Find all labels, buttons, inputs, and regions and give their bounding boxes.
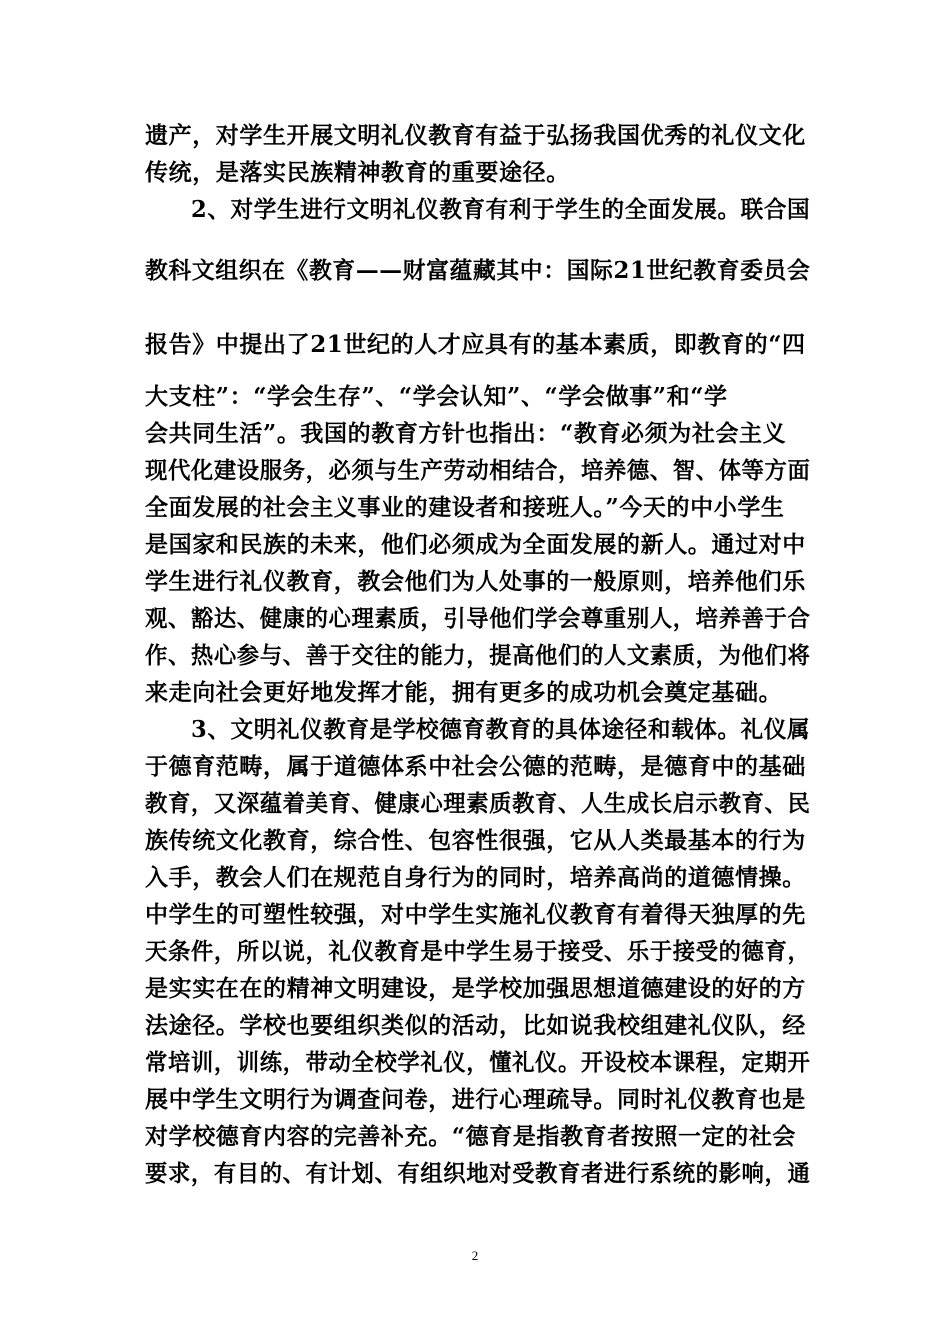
text-line: 学生进行礼仪教育，教会他们为人处事的一般原则，培养他们乐	[145, 568, 806, 595]
text-line: 报告》中提出了21世纪的人才应具有的基本素质，即教育的“四	[145, 331, 806, 358]
text-line: 来走向社会更好地发挥才能，拥有更多的成功机会奠定基础。	[145, 679, 783, 706]
text-line: 对学校德育内容的完善补充。“德育是指教育者按照一定的社会	[145, 1123, 797, 1150]
paragraph-start-line: 3、文明礼仪教育是学校德育教育的具体途径和载体。礼仪属	[191, 716, 811, 743]
page-number: 2	[471, 1248, 479, 1263]
paragraph-start-line: 2、对学生进行文明礼仪教育有利于学生的全面发展。联合国	[191, 196, 811, 223]
text-line: 于德育范畴，属于道德体系中社会公德的范畴，是德育中的基础	[145, 753, 806, 780]
text-line: 天条件，所以说，礼仪教育是中学生易于接受、乐于接受的德育，	[145, 938, 811, 965]
text-line: 作、热心参与、善于交往的能力，提高他们的人文素质，为他们将	[145, 642, 811, 669]
text-line: 全面发展的社会主义事业的建设者和接班人。”今天的中小学生	[145, 494, 785, 521]
text-line: 要求，有目的、有计划、有组织地对受教育者进行系统的影响，通	[145, 1160, 811, 1187]
text-line: 中学生的可塑性较强，对中学生实施礼仪教育有着得天独厚的先	[145, 901, 806, 928]
text-line: 展中学生文明行为调查问卷，进行心理疏导。同时礼仪教育也是	[145, 1086, 806, 1113]
text-line: 族传统文化教育，综合性、包容性很强，它从人类最基本的行为	[145, 827, 806, 854]
text-line: 遗产，对学生开展文明礼仪教育有益于弘扬我国优秀的礼仪文化	[145, 122, 806, 149]
text-line: 是国家和民族的未来，他们必须成为全面发展的新人。通过对中	[145, 531, 806, 558]
text-line: 教科文组织在《教育——财富蕴藏其中：国际21世纪教育委员会	[145, 257, 811, 284]
text-line: 大支柱”：“学会生存”、“学会认知”、“学会做事”和“学	[145, 383, 728, 410]
text-line: 入手，教会人们在规范自身行为的同时，培养高尚的道德情操。	[145, 864, 806, 891]
text-line: 观、豁达、健康的心理素质，引导他们学会尊重别人，培养善于合	[145, 605, 811, 632]
text-line: 是实实在在的精神文明建设，是学校加强思想道德建设的好的方	[145, 975, 806, 1002]
text-line: 会共同生活”。我国的教育方针也指出：“教育必须为社会主义	[145, 420, 787, 447]
text-line: 传统，是落实民族精神教育的重要途径。	[145, 159, 570, 186]
text-line: 常培训，训练，带动全校学礼仪，懂礼仪。开设校本课程，定期开	[145, 1049, 811, 1076]
text-line: 教育，又深蕴着美育、健康心理素质教育、人生成长启示教育、民	[145, 790, 811, 817]
text-line: 法途径。学校也要组织类似的活动，比如说我校组建礼仪队，经	[145, 1012, 806, 1039]
text-line: 现代化建设服务，必须与生产劳动相结合，培养德、智、体等方面	[145, 457, 811, 484]
